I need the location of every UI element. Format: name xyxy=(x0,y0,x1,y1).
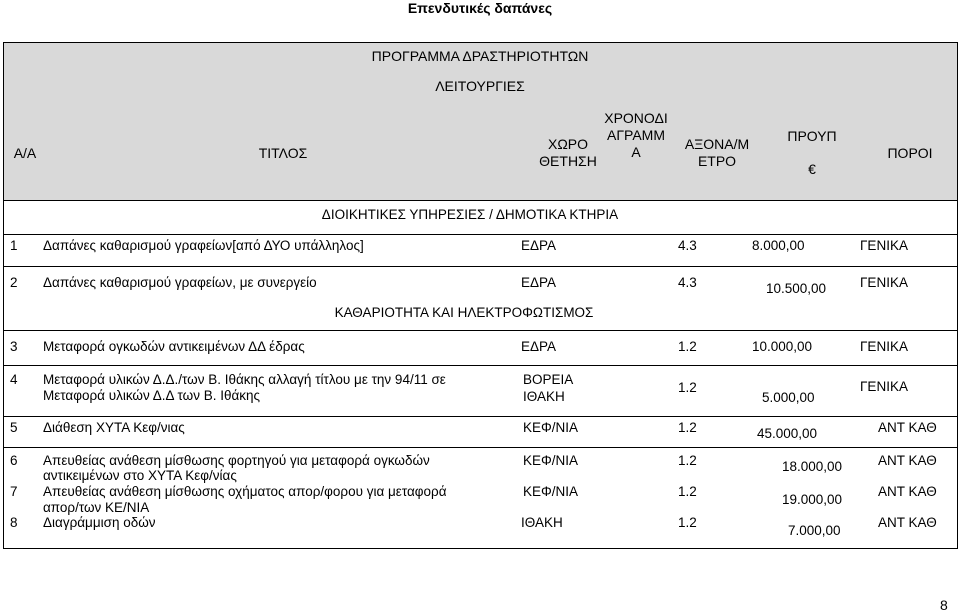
table-header-program: ΠΡΟΓΡΑΜΜΑ ΔΡΑΣΤΗΡΙΟΤΗΤΩΝ xyxy=(371,48,589,64)
page-number: 8 xyxy=(940,597,948,613)
table-header-functions: ΛΕΙΤΟΥΡΓΙΕΣ xyxy=(435,78,525,94)
column-header-resources: ΠΟΡΟΙ xyxy=(887,145,933,161)
table-rule xyxy=(3,266,958,267)
row-budget: 10.000,00 xyxy=(752,339,813,354)
page-title: Επενδυτικές δαπάνες xyxy=(407,0,553,16)
row-location: ΒΟΡΕΙΑ xyxy=(523,372,574,387)
row-resources: ΑΝΤ ΚΑΘ xyxy=(878,515,937,530)
row-title: Απευθείας ανάθεση μίσθωσης οχήματος απορ/φορου για μεταφορά xyxy=(43,484,447,499)
table-rule xyxy=(3,42,958,43)
row-schedule: 4.3 xyxy=(678,238,697,253)
row-title: Δαπάνες καθαρισμού γραφείων[από ΔΥΟ υπάλληλος] xyxy=(43,238,364,253)
row-budget: 5.000,00 xyxy=(762,390,815,405)
row-number: 7 xyxy=(10,484,18,499)
row-title: Διάθεση ΧΥΤΑ Κεφ/νιας xyxy=(43,420,185,435)
column-header-axis: ΑΞΟΝΑ/Μ ΕΤΡΟ xyxy=(684,136,750,169)
table-rule xyxy=(3,330,958,331)
row-number: 2 xyxy=(10,275,18,290)
row-budget: 19.000,00 xyxy=(782,492,843,507)
row-title: Απευθείας ανάθεση μίσθωσης φορτηγού για μεταφορά ογκωδών xyxy=(43,453,430,468)
row-location: ΚΕΦ/ΝΙΑ xyxy=(523,420,579,435)
row-budget: 7.000,00 xyxy=(788,523,841,538)
row-budget: 8.000,00 xyxy=(752,238,805,253)
row-location: ΕΔΡΑ xyxy=(521,275,557,290)
column-header-title: ΤΙΤΛΟΣ xyxy=(258,145,308,161)
row-schedule: 4.3 xyxy=(678,275,697,290)
table-rule xyxy=(3,447,958,448)
row-location: ΚΕΦ/ΝΙΑ xyxy=(523,484,579,499)
row-title: Διαγράμμιση οδών xyxy=(43,515,156,530)
table-rule xyxy=(3,365,958,366)
euro-symbol: € xyxy=(808,161,816,177)
row-number: 3 xyxy=(10,339,18,354)
section-heading: ΔΙΟΙΚΗΤΙΚΕΣ ΥΠΗΡΕΣΙΕΣ / ΔΗΜΟΤΙΚΑ ΚΤΗΡΙΑ xyxy=(321,207,619,222)
row-budget: 10.500,00 xyxy=(766,281,827,296)
row-title-continued: Μεταφορά υλικών Δ.Δ των Β. Ιθάκης xyxy=(43,388,261,403)
row-resources: ΑΝΤ ΚΑΘ xyxy=(878,484,937,499)
row-title: Μεταφορά υλικών Δ.Δ./των Β. Ιθάκης αλλαγή τίτλου με την 94/11 σε xyxy=(43,372,446,387)
row-budget: 18.000,00 xyxy=(782,459,843,474)
row-resources: ΓΕΝΙΚΑ xyxy=(860,339,908,354)
row-schedule: 1.2 xyxy=(678,484,697,499)
row-number: 8 xyxy=(10,515,18,530)
row-schedule: 1.2 xyxy=(678,339,697,354)
table-border-left xyxy=(3,42,4,549)
row-number: 1 xyxy=(10,238,18,253)
row-resources: ΑΝΤ ΚΑΘ xyxy=(878,420,937,435)
row-schedule: 1.2 xyxy=(678,380,697,395)
table-border-right xyxy=(957,42,958,549)
row-title-continued: απορ/των ΚΕ/ΝΙΑ xyxy=(43,500,150,515)
row-budget: 45.000,00 xyxy=(757,426,818,441)
row-resources: ΑΝΤ ΚΑΘ xyxy=(878,453,937,468)
row-resources: ΓΕΝΙΚΑ xyxy=(860,238,908,253)
row-location: ΕΔΡΑ xyxy=(521,238,557,253)
row-resources: ΓΕΝΙΚΑ xyxy=(860,275,908,290)
row-resources: ΓΕΝΙΚΑ xyxy=(860,379,908,394)
row-title-continued: αντικειμένων στο ΧΥΤΑ Κεφ/νίας xyxy=(43,468,237,483)
table-rule xyxy=(3,416,958,417)
column-header-aa: Α/Α xyxy=(13,145,37,161)
section-heading: ΚΑΘΑΡΙΟΤΗΤΑ ΚΑΙ ΗΛΕΚΤΡΟΦΩΤΙΣΜΟΣ xyxy=(334,305,594,320)
row-location: ΕΔΡΑ xyxy=(521,339,557,354)
table-rule xyxy=(3,234,958,235)
row-schedule: 1.2 xyxy=(678,515,697,530)
row-title: Δαπάνες καθαρισμού γραφείων, με συνεργείο xyxy=(43,275,317,290)
row-location: ΚΕΦ/ΝΙΑ xyxy=(523,453,579,468)
table-rule xyxy=(3,200,958,201)
table-rule xyxy=(3,548,958,549)
column-header-budget: ΠΡΟΥΠ xyxy=(787,128,837,144)
row-number: 6 xyxy=(10,453,18,468)
row-location-continued: ΙΘΑΚΗ xyxy=(523,389,565,404)
row-schedule: 1.2 xyxy=(678,453,697,468)
column-header-location: ΧΩΡΟ ΘΕΤΗΣΗ xyxy=(539,136,597,169)
row-number: 5 xyxy=(10,420,18,435)
row-location: ΙΘΑΚΗ xyxy=(521,515,563,530)
column-header-schedule: ΧΡΟΝΟΔΙ ΑΓΡΑΜΜ Α xyxy=(604,110,668,160)
row-title: Μεταφορά ογκωδών αντικειμένων ΔΔ έδρας xyxy=(43,339,305,354)
row-number: 4 xyxy=(10,372,18,387)
row-schedule: 1.2 xyxy=(678,420,697,435)
